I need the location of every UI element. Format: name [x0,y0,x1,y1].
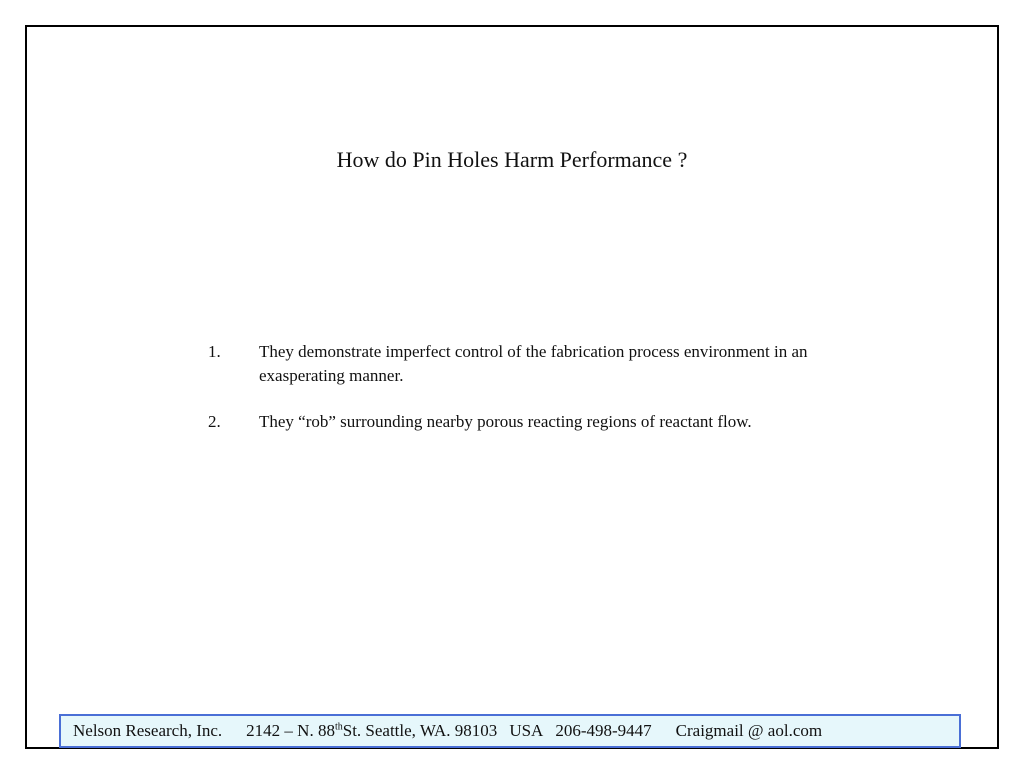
footer-address-number: 2142 – N. 88 [246,721,335,740]
numbered-list [208,340,888,456]
list-item-number: 2. [208,412,221,431]
footer-country: USA [509,721,544,740]
footer-address-rest: St. Seattle, WA. 98103 [342,721,498,740]
footer-email: Craigmail @ aol.com [675,721,823,740]
footer-company: Nelson Research, Inc. [73,721,223,740]
slide [25,25,999,749]
list-item-text: They demonstrate imperfect control of the fabrication process environment in an exasperating manner. [259,342,808,385]
footer-contact-bar [59,714,961,748]
footer-phone: 206-498-9447 [555,721,652,740]
footer-address-suffix: th [334,721,343,733]
list-item-number: 1. [208,342,221,361]
footer-address [246,716,497,746]
list-item-text: They “rob” surrounding nearby porous reacting regions of reactant flow. [259,412,752,431]
list-item [208,410,888,434]
list-item [208,340,888,388]
slide-title: How do Pin Holes Harm Performance ? [336,147,688,172]
